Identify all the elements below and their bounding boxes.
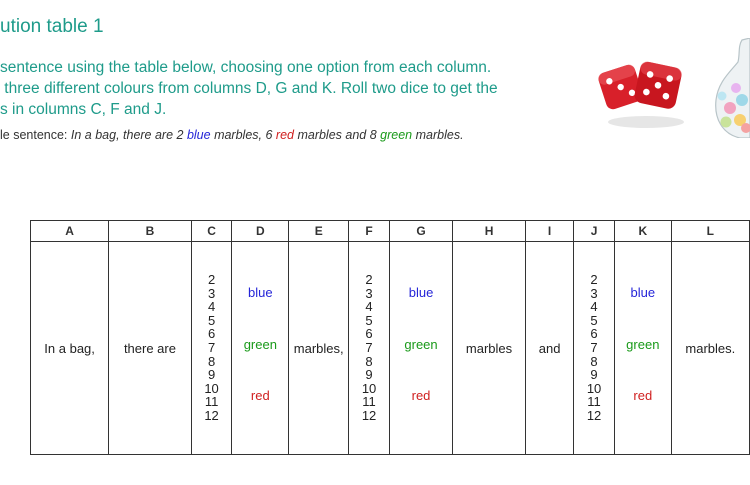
number-option: 11 [587,394,601,410]
number-option: 3 [207,285,216,301]
number-option: 12 [204,407,219,423]
cell-d [232,242,289,455]
header-e: E [289,221,349,242]
colour-list [232,285,288,403]
number-option: 4 [207,299,216,315]
cell-h: marbles [453,242,526,455]
colour-green: green [404,336,438,352]
number-option: 8 [207,353,216,369]
colour-green: green [243,336,277,352]
header-i: I [525,221,573,242]
number-option: 7 [207,340,216,355]
number-option: 9 [590,367,598,383]
example-part: marbles, 6 [210,128,276,142]
number-option: 5 [590,312,598,328]
number-option: 10 [586,380,602,396]
options-row [31,242,750,455]
number-option: 3 [590,285,598,301]
example-sentence [0,128,464,142]
number-option: 6 [365,326,373,342]
colour-list [390,285,452,403]
dice-image [596,52,688,130]
header-l: L [671,221,749,242]
colour-red: red [411,388,431,403]
number-option: 2 [365,272,373,288]
example-green: green [380,128,413,142]
number-list [587,273,601,423]
number-option: 4 [365,299,373,315]
number-option: 6 [207,326,216,342]
example-blue: blue [186,128,211,142]
number-option: 10 [361,380,377,396]
colour-blue: blue [408,285,434,300]
example-part: marbles and 8 [293,128,381,142]
cell-l: marbles. [671,242,749,455]
header-d: D [232,221,289,242]
number-option: 12 [361,407,377,423]
number-option: 11 [362,394,376,410]
number-option: 8 [590,353,598,369]
example-part: marbles. [412,128,464,142]
header-row [31,221,750,242]
example-prefix: le sentence: [0,128,71,142]
number-option: 11 [204,394,219,410]
number-option: 10 [204,380,219,396]
number-option: 9 [365,367,373,383]
header-j: J [574,221,615,242]
number-option: 7 [590,340,598,355]
example-red: red [275,128,294,142]
header-k: K [614,221,671,242]
cell-a: In a bag, [31,242,109,455]
colour-blue: blue [248,285,273,300]
colour-blue: blue [630,285,656,300]
header-g: G [389,221,452,242]
colour-list [615,285,671,403]
number-option: 5 [365,312,373,328]
marble-jar-image [712,38,750,138]
colour-green: green [626,336,660,352]
number-option: 3 [365,285,373,301]
page-title: ution table 1 [0,16,104,37]
number-option: 8 [365,353,373,369]
number-list [204,273,218,423]
colour-red: red [250,388,270,403]
sentence-table [30,220,750,455]
number-option: 2 [590,272,598,288]
number-option: 5 [207,312,216,328]
cell-k [614,242,671,455]
number-option: 7 [365,340,373,355]
header-c: C [191,221,232,242]
cell-g [389,242,452,455]
header-b: B [109,221,192,242]
cell-e: marbles, [289,242,349,455]
cell-i: and [525,242,573,455]
number-option: 9 [207,367,216,383]
number-option: 4 [590,299,598,315]
instructions [0,57,498,120]
number-option: 6 [590,326,598,342]
cell-j [574,242,615,455]
header-f: F [349,221,390,242]
instruction-line-1: sentence using the table below, choosing one option from each column. [0,59,492,76]
instruction-line-3: s in columns C, F and J. [0,101,167,118]
number-option: 12 [586,407,602,423]
number-list [362,273,376,423]
example-part: In a bag, there are 2 [70,128,187,142]
cell-c [191,242,232,455]
instruction-line-2: three different colours from columns D, G and K. Roll two dice to get the [0,80,498,97]
cell-b: there are [109,242,192,455]
header-h: H [453,221,526,242]
colour-red: red [633,388,653,403]
header-a: A [31,221,109,242]
cell-f [349,242,390,455]
number-option: 2 [207,272,216,288]
